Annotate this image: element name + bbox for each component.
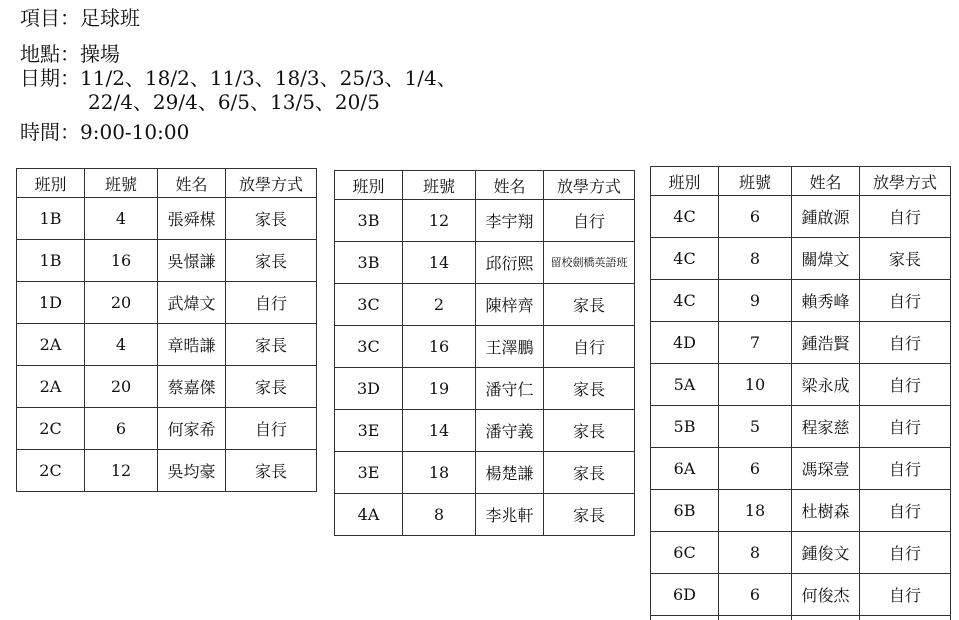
table-row bbox=[335, 494, 635, 536]
cell-class: 2A bbox=[17, 366, 85, 408]
table-row bbox=[651, 532, 951, 574]
table-row bbox=[335, 200, 635, 242]
cell-dismissal: 家長 bbox=[544, 494, 635, 536]
cell-class: 2A bbox=[17, 324, 85, 366]
header-class: 班別 bbox=[17, 169, 85, 198]
table-header-row bbox=[17, 169, 317, 198]
cell-dismissal: 自行 bbox=[226, 408, 317, 450]
cell-name: 楊楚謙 bbox=[476, 452, 544, 494]
time-row bbox=[20, 120, 189, 144]
header-name: 姓名 bbox=[158, 169, 226, 198]
cell-name: 關煒文 bbox=[792, 238, 860, 280]
cell-dismissal: 家長 bbox=[544, 410, 635, 452]
cell-class: 6B bbox=[651, 490, 719, 532]
cell-number: 18 bbox=[403, 452, 476, 494]
cell-class: 6C bbox=[651, 532, 719, 574]
cell-name: 李兆軒 bbox=[476, 494, 544, 536]
cell-class: 3C bbox=[335, 284, 403, 326]
cell-dismissal: 家長 bbox=[544, 368, 635, 410]
roster-table-1 bbox=[16, 168, 317, 492]
header-dismissal: 放學方式 bbox=[544, 171, 635, 200]
cell-number: 8 bbox=[719, 238, 792, 280]
cell-class: 6A bbox=[651, 448, 719, 490]
cell-dismissal: 自行 bbox=[860, 448, 951, 490]
dates-line-1: 11/2、18/2、11/3、18/3、25/3、1/4、 bbox=[80, 66, 457, 90]
project-label: 項目： bbox=[20, 6, 80, 30]
cell-name: 何俊杰 bbox=[792, 574, 860, 616]
cell-number: 14 bbox=[403, 410, 476, 452]
cell-number: 16 bbox=[403, 326, 476, 368]
table-row bbox=[17, 198, 317, 240]
cell-number: 19 bbox=[403, 368, 476, 410]
cell-dismissal: 自行 bbox=[860, 196, 951, 238]
cell-name: 杜樹森 bbox=[792, 490, 860, 532]
cell-class: 4C bbox=[651, 280, 719, 322]
cell-dismissal: 家長 bbox=[226, 198, 317, 240]
table-row bbox=[335, 410, 635, 452]
cell-class: 4D bbox=[651, 322, 719, 364]
cell-name: 程家慈 bbox=[792, 406, 860, 448]
project-value: 足球班 bbox=[80, 6, 140, 30]
cell-number: 8 bbox=[403, 494, 476, 536]
cell-name: 鍾浩賢 bbox=[792, 322, 860, 364]
cell-number: 8 bbox=[719, 532, 792, 574]
cell-name: 邱衍熙 bbox=[476, 242, 544, 284]
table-row bbox=[17, 408, 317, 450]
cell-number: 6 bbox=[719, 196, 792, 238]
cell-dismissal: 自行 bbox=[860, 574, 951, 616]
cell-name: 陳梓齊 bbox=[476, 284, 544, 326]
cell-name: 蔡嘉傑 bbox=[158, 366, 226, 408]
header-class: 班別 bbox=[651, 167, 719, 196]
cell-class: 1B bbox=[17, 240, 85, 282]
cell-class: 4A bbox=[335, 494, 403, 536]
cell-dismissal: 家長 bbox=[226, 240, 317, 282]
cell-dismissal: 自行 bbox=[860, 364, 951, 406]
cell-dismissal: 自行 bbox=[860, 322, 951, 364]
cell-class: 5A bbox=[651, 364, 719, 406]
cell-number: 12 bbox=[403, 200, 476, 242]
cell-dismissal: 自行 bbox=[860, 490, 951, 532]
cell-number: 14 bbox=[403, 242, 476, 284]
cell-dismissal: 自行 bbox=[860, 532, 951, 574]
dates-label: 日期： bbox=[20, 66, 80, 90]
cell-number: 20 bbox=[85, 366, 158, 408]
cell-class: 2C bbox=[17, 408, 85, 450]
table-row bbox=[17, 450, 317, 492]
cell-name: 章晧謙 bbox=[158, 324, 226, 366]
cell-number: 6 bbox=[85, 408, 158, 450]
cell-class: 1B bbox=[17, 198, 85, 240]
cell-class: 3E bbox=[335, 410, 403, 452]
header-dismissal: 放學方式 bbox=[860, 167, 951, 196]
cell-class: 3E bbox=[335, 452, 403, 494]
cell-name: 武煒文 bbox=[158, 282, 226, 324]
cell-number: 6 bbox=[719, 574, 792, 616]
cell-name: 潘守義 bbox=[476, 410, 544, 452]
cell-dismissal: 自行 bbox=[860, 406, 951, 448]
cell-class: 2C bbox=[17, 450, 85, 492]
cell-number: 16 bbox=[85, 240, 158, 282]
cell-dismissal: 家長 bbox=[226, 324, 317, 366]
cell-name: 馮琛壹 bbox=[792, 448, 860, 490]
cell-class: 3D bbox=[335, 368, 403, 410]
cell-name: 梁永成 bbox=[792, 364, 860, 406]
header-number: 班號 bbox=[85, 169, 158, 198]
dates-line-2: 22/4、29/4、6/5、13/5、20/5 bbox=[88, 90, 380, 114]
cell-dismissal: 自行 bbox=[226, 282, 317, 324]
cell-name: 鍾啟源 bbox=[792, 196, 860, 238]
header-number: 班號 bbox=[719, 167, 792, 196]
header-class: 班別 bbox=[335, 171, 403, 200]
table-row bbox=[651, 280, 951, 322]
cell-class: 3B bbox=[335, 200, 403, 242]
cell-name: 鍾俊文 bbox=[792, 532, 860, 574]
table-row bbox=[17, 282, 317, 324]
table-header-row bbox=[651, 167, 951, 196]
venue-row bbox=[20, 42, 120, 66]
table-row bbox=[335, 452, 635, 494]
venue-value: 操場 bbox=[80, 42, 120, 66]
project-row bbox=[20, 6, 140, 30]
table-header-row bbox=[335, 171, 635, 200]
cell-name: 王澤鵬 bbox=[476, 326, 544, 368]
cell-dismissal: 家長 bbox=[226, 366, 317, 408]
header-name: 姓名 bbox=[792, 167, 860, 196]
table-row bbox=[651, 406, 951, 448]
cell-number: 10 bbox=[719, 364, 792, 406]
cell-dismissal: 留校劍橋英語班 bbox=[544, 242, 635, 284]
table-row bbox=[651, 364, 951, 406]
cell-class: 3C bbox=[335, 326, 403, 368]
roster-table-2 bbox=[334, 170, 635, 536]
cell-dismissal: 家長 bbox=[544, 452, 635, 494]
table-row bbox=[17, 240, 317, 282]
table-row bbox=[651, 322, 951, 364]
table-row bbox=[651, 490, 951, 532]
cell-dismissal: 家長 bbox=[226, 450, 317, 492]
table-row bbox=[335, 326, 635, 368]
venue-label: 地點： bbox=[20, 42, 80, 66]
cell-dismissal: 家長 bbox=[544, 284, 635, 326]
cell-name: 吳憬謙 bbox=[158, 240, 226, 282]
cell-name: 何家希 bbox=[158, 408, 226, 450]
cell-number: 4 bbox=[85, 198, 158, 240]
time-label: 時間： bbox=[20, 120, 80, 144]
cell-name: 吳均豪 bbox=[158, 450, 226, 492]
roster-table-3 bbox=[650, 166, 951, 620]
cell-name: 潘守仁 bbox=[476, 368, 544, 410]
cell-class: 4C bbox=[651, 196, 719, 238]
cell-class: 6D bbox=[651, 574, 719, 616]
table-row bbox=[335, 242, 635, 284]
cell-number: 18 bbox=[719, 490, 792, 532]
cell-dismissal: 家長 bbox=[860, 238, 951, 280]
table-row bbox=[17, 366, 317, 408]
dates-row bbox=[20, 66, 457, 90]
cell-dismissal: 自行 bbox=[544, 200, 635, 242]
header-name: 姓名 bbox=[476, 171, 544, 200]
cell-number: 7 bbox=[719, 322, 792, 364]
cell-number: 9 bbox=[719, 280, 792, 322]
time-value: 9:00-10:00 bbox=[80, 120, 189, 144]
cell-class: 4C bbox=[651, 238, 719, 280]
cell-name: 李宇翔 bbox=[476, 200, 544, 242]
cell-class: 5B bbox=[651, 406, 719, 448]
cell-name: 張舜楳 bbox=[158, 198, 226, 240]
cell-dismissal: 自行 bbox=[860, 280, 951, 322]
cell-number: 2 bbox=[403, 284, 476, 326]
cell-number: 6 bbox=[719, 448, 792, 490]
table-row bbox=[651, 448, 951, 490]
cell-number: 20 bbox=[85, 282, 158, 324]
cell-class: 1D bbox=[17, 282, 85, 324]
table-row bbox=[651, 238, 951, 280]
cell-number: 4 bbox=[85, 324, 158, 366]
header-number: 班號 bbox=[403, 171, 476, 200]
table-row bbox=[651, 196, 951, 238]
table-row bbox=[17, 324, 317, 366]
cell-dismissal: 自行 bbox=[544, 326, 635, 368]
cell-number: 12 bbox=[85, 450, 158, 492]
table-row bbox=[335, 368, 635, 410]
table-row bbox=[335, 284, 635, 326]
cell-class: 3B bbox=[335, 242, 403, 284]
header-dismissal: 放學方式 bbox=[226, 169, 317, 198]
table-row bbox=[651, 574, 951, 616]
cell-name: 賴秀峰 bbox=[792, 280, 860, 322]
cell-number: 5 bbox=[719, 406, 792, 448]
